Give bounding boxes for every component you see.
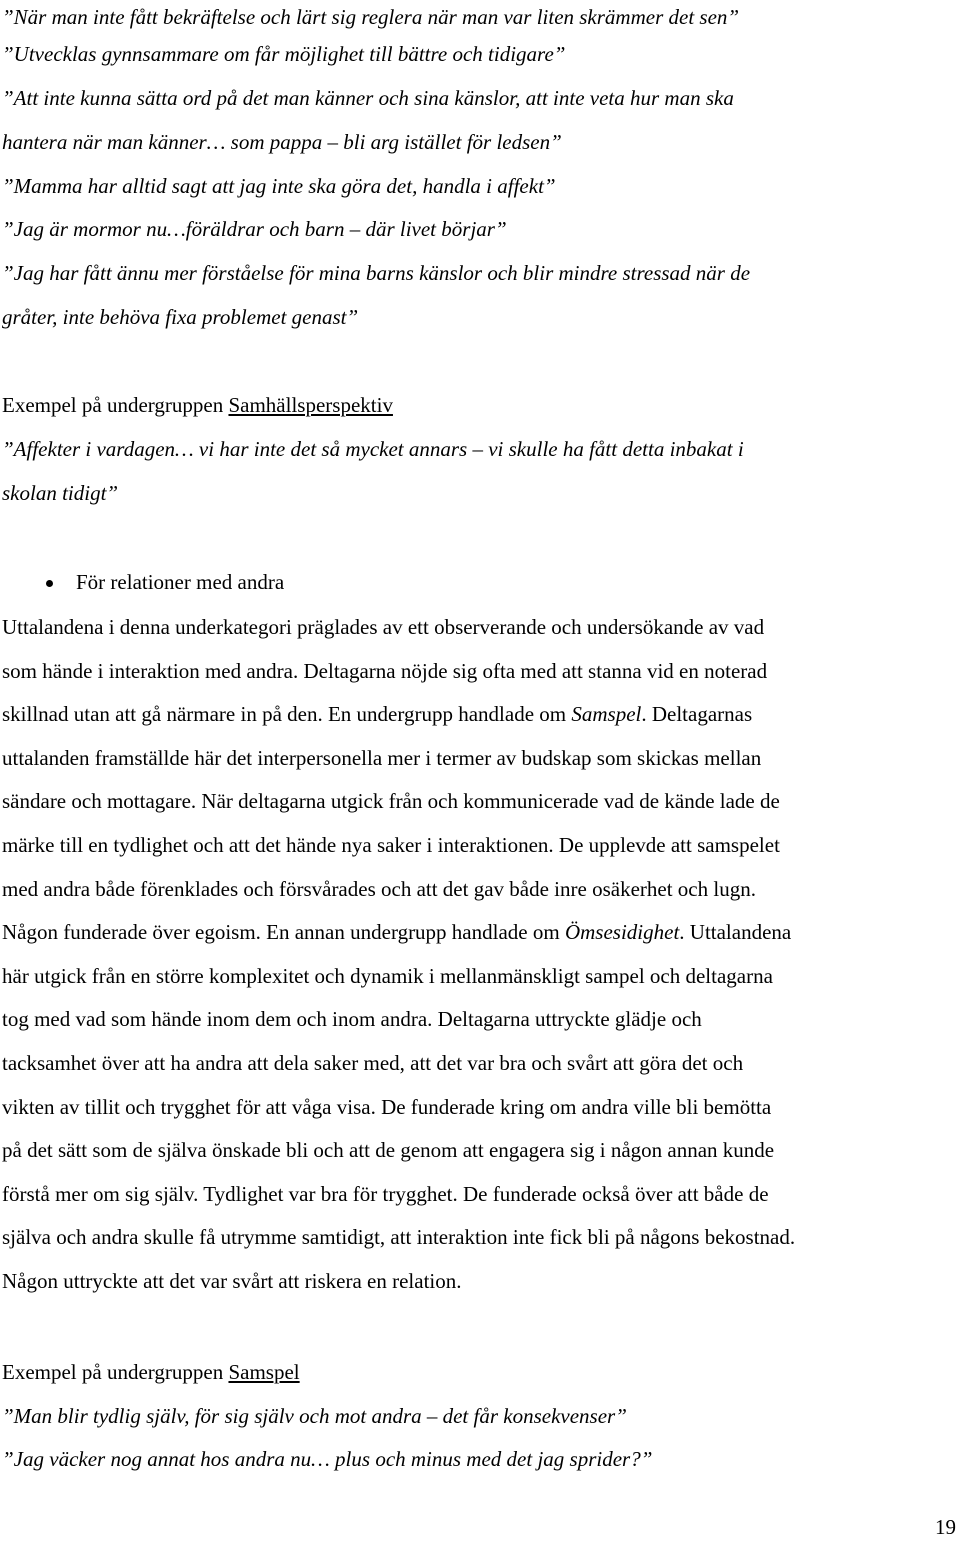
paragraph-line: på det sätt som de själva önskade bli och att de genom att engagera sig i någon annan kunde <box>2 1138 775 1163</box>
paragraph-line: Någon funderade över egoism. En annan undergrupp handlade om Ömsesidighet. Uttalandena <box>2 920 792 945</box>
quote-line: ”Utvecklas gynnsammare om får möjlighet till bättre och tidigare” <box>2 42 566 66</box>
quote-line: ”Mamma har alltid sagt att jag inte ska göra det, handla i affekt” <box>2 174 556 198</box>
subgroup-link-samhallsperspektiv: Samhällsperspektiv <box>228 393 393 417</box>
quote-line: hantera när man känner… som pappa – bli arg istället för ledsen” <box>2 130 562 154</box>
quote-line: ”Affekter i vardagen… vi har inte det så mycket annars – vi skulle ha fått detta inbakat i <box>2 437 744 461</box>
quote-line: ”Man blir tydlig själv, för sig själv och mot andra – det får konsekvenser” <box>2 1404 627 1428</box>
paragraph-line: tog med vad som hände inom dem och inom andra. Deltagarna uttryckte glädje och <box>2 1007 702 1032</box>
paragraph-line: sändare och mottagare. När deltagarna utgick från och kommunicerade vad de kände lade de <box>2 789 780 814</box>
paragraph-line: uttalanden framställde här det interpersonella mer i termer av budskap som skickas mellan <box>2 745 762 770</box>
paragraph-line: själva och andra skulle få utrymme samtidigt, att interaktion inte fick bli på någons bekostnad. <box>2 1225 796 1250</box>
example-heading-prefix: Exempel på undergruppen <box>2 393 229 417</box>
paragraph-line: märke till en tydlighet och att det hände nya saker i interaktionen. De upplevde att samspelet <box>2 832 780 857</box>
term-samspel: Samspel <box>571 702 642 727</box>
paragraph-line: som hände i interaktion med andra. Deltagarna nöjde sig ofta med att stanna vid en noterad <box>2 658 768 683</box>
bullet-icon <box>46 580 53 587</box>
paragraph-line: Någon uttryckte att det var svårt att riskera en relation. <box>2 1268 462 1293</box>
example-heading <box>2 384 393 428</box>
quote-line: skolan tidigt” <box>2 481 119 505</box>
paragraph-line: Uttalandena i denna underkategori präglades av ett observerande och undersökande av vad <box>2 615 765 639</box>
subgroup-link-samspel: Samspel <box>228 1360 300 1384</box>
quote-line: gråter, inte behöva fixa problemet genast” <box>2 305 359 329</box>
paragraph-line: tacksamhet över att ha andra att dela saker med, att det var bra och svårt att göra det och <box>2 1050 744 1075</box>
paragraph-line: förstå mer om sig själv. Tydlighet var bra för trygghet. De funderade också över att både de <box>2 1181 769 1206</box>
paragraph-line: vikten av tillit och trygghet för att våga visa. De funderade kring om andra ville bli bemötta <box>2 1094 772 1119</box>
quote-line: ”När man inte fått bekräftelse och lärt sig reglera när man var liten skrämmer det sen” <box>2 5 740 29</box>
example-heading-prefix: Exempel på undergruppen <box>2 1360 229 1384</box>
bullet-item-label: För relationer med andra <box>76 570 285 594</box>
example-heading <box>2 1351 300 1395</box>
quote-line: ”Att inte kunna sätta ord på det man känner och sina känslor, att inte veta hur man ska <box>2 86 734 110</box>
paragraph-line: här utgick från en större komplexitet och dynamik i mellanmänskligt sampel och deltagarna <box>2 963 773 988</box>
page-number: 19 <box>935 1515 956 1539</box>
quote-line: ”Jag väcker nog annat hos andra nu… plus och minus med det jag sprider?” <box>2 1447 653 1471</box>
paragraph-line: med andra både förenklades och försvårades och att det gav både inre osäkerhet och lugn. <box>2 876 756 901</box>
body-paragraph <box>2 606 960 1304</box>
quote-line: ”Jag har fått ännu mer förståelse för mina barns känslor och blir mindre stressad när de <box>2 261 751 285</box>
term-omsesidighet: Ömsesidighet <box>564 920 680 945</box>
quote-line: ”Jag är mormor nu…föräldrar och barn – där livet börjar” <box>2 217 507 241</box>
paragraph-line: skillnad utan att gå närmare in på den. En undergrupp handlade om Samspel. Deltagarnas <box>2 702 753 727</box>
